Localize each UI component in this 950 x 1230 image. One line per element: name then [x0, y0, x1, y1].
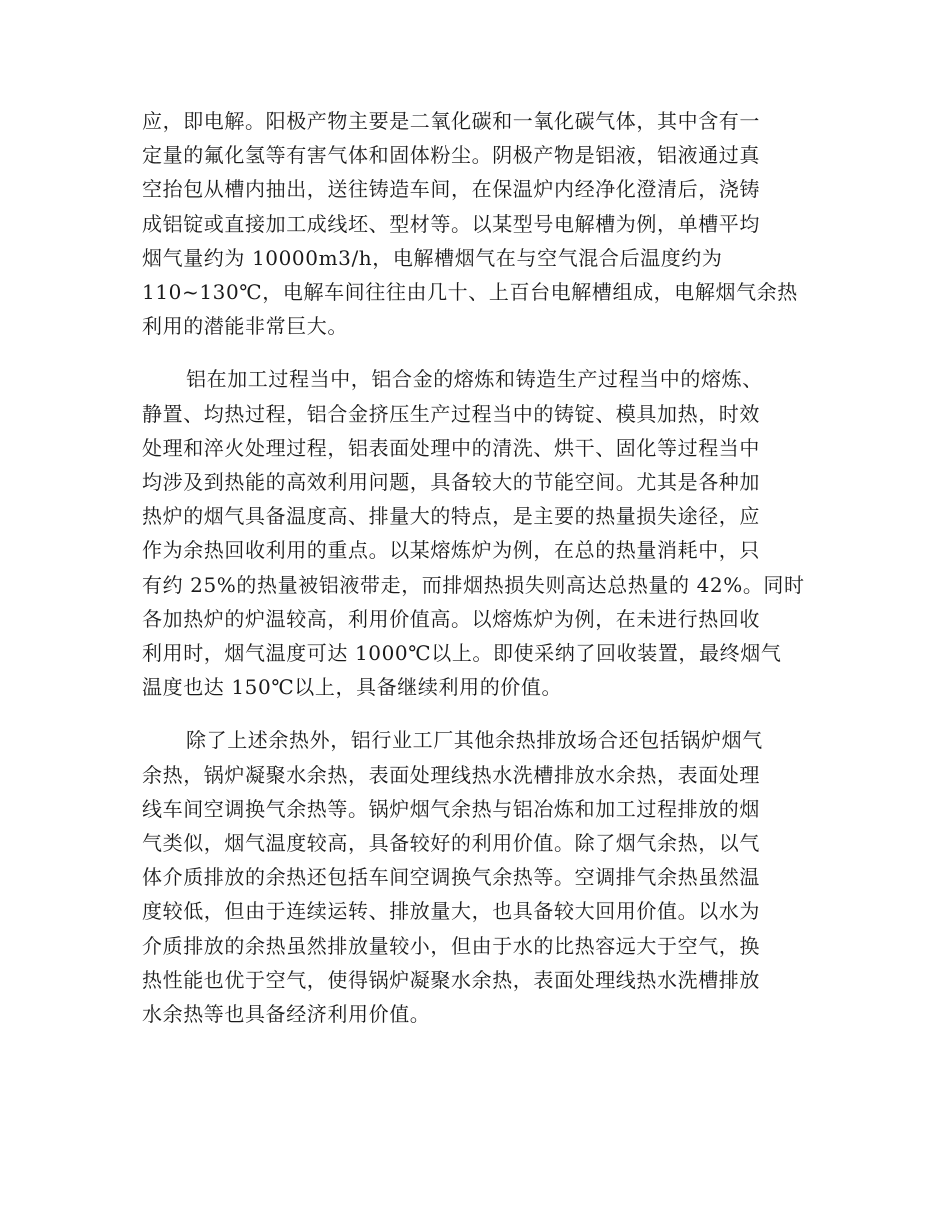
text-line: 应，即电解。阳极产物主要是二氧化碳和一氧化碳气体，其中含有一 [142, 109, 760, 133]
text-line: 空抬包从槽内抽出，送往铸造车间，在保温炉内经净化澄清后，浇铸 [142, 177, 760, 202]
text-line: 水余热等也具备经济利用价值。 [142, 1002, 431, 1027]
text-line: 均涉及到热能的高效利用问题，具备较大的节能空间。尤其是各种加 [142, 470, 760, 495]
text-line: 余热，锅炉凝聚水余热，表面处理线热水洗槽排放水余热，表面处理 [142, 762, 760, 787]
text-line: 度较低，但由于连续运转、排放量大，也具备较大回用价值。以水为 [142, 899, 760, 924]
text-line-first: 铝在加工过程当中，铝合金的熔炼和铸造生产过程当中的熔炼、 [186, 367, 763, 392]
paragraph-1 [142, 104, 808, 343]
text-line-first: 除了上述余热外，铝行业工厂其他余热排放场合还包括锅炉烟气 [186, 728, 763, 753]
text-line: 温度也达 150℃以上，具备继续利用的价值。 [142, 675, 563, 700]
text-line: 作为余热回收利用的重点。以某熔炼炉为例，在总的热量消耗中，只 [142, 538, 760, 563]
text-line: 利用的潜能非常巨大。 [142, 314, 348, 339]
text-line: 热炉的烟气具备温度高、排量大的特点，是主要的热量损失途径，应 [142, 504, 760, 529]
text-line: 静置、均热过程，铝合金挤压生产过程当中的铸锭、模具加热，时效 [142, 401, 760, 426]
text-line: 处理和淬火处理过程，铝表面处理中的清洗、烘干、固化等过程当中 [142, 435, 760, 460]
text-line: 体介质排放的余热还包括车间空调换气余热等。空调排气余热虽然温 [142, 865, 760, 890]
text-line: 介质排放的余热虽然排放量较小，但由于水的比热容远大于空气，换 [142, 933, 760, 958]
paragraph-3 [142, 723, 808, 1031]
text-line: 热性能也优于空气，使得锅炉凝聚水余热，表面处理线热水洗槽排放 [142, 967, 760, 992]
paragraph-2 [142, 362, 808, 704]
text-line: 110~130℃，电解车间往往由几十、上百台电解槽组成，电解烟气余热 [142, 280, 798, 305]
document-body [142, 104, 808, 1050]
text-line: 定量的氟化氢等有害气体和固体粉尘。阴极产物是铝液，铝液通过真 [142, 143, 760, 168]
text-line: 气类似，烟气温度较高，具备较好的利用价值。除了烟气余热，以气 [142, 831, 760, 856]
text-line: 成铝锭或直接加工成线坯、型材等。以某型号电解槽为例，单槽平均 [142, 211, 760, 236]
text-line: 各加热炉的炉温较高，利用价值高。以熔炼炉为例，在未进行热回收 [142, 606, 760, 631]
text-line: 烟气量约为 10000m3/h，电解槽烟气在与空气混合后温度约为 [142, 245, 723, 270]
text-line: 线车间空调换气余热等。锅炉烟气余热与铝冶炼和加工过程排放的烟 [142, 796, 760, 821]
text-line: 有约 25%的热量被铝液带走，而排烟热损失则高达总热量的 42%。同时 [142, 572, 805, 597]
text-line: 利用时，烟气温度可达 1000℃以上。即使采纳了回收装置，最终烟气 [142, 641, 782, 666]
